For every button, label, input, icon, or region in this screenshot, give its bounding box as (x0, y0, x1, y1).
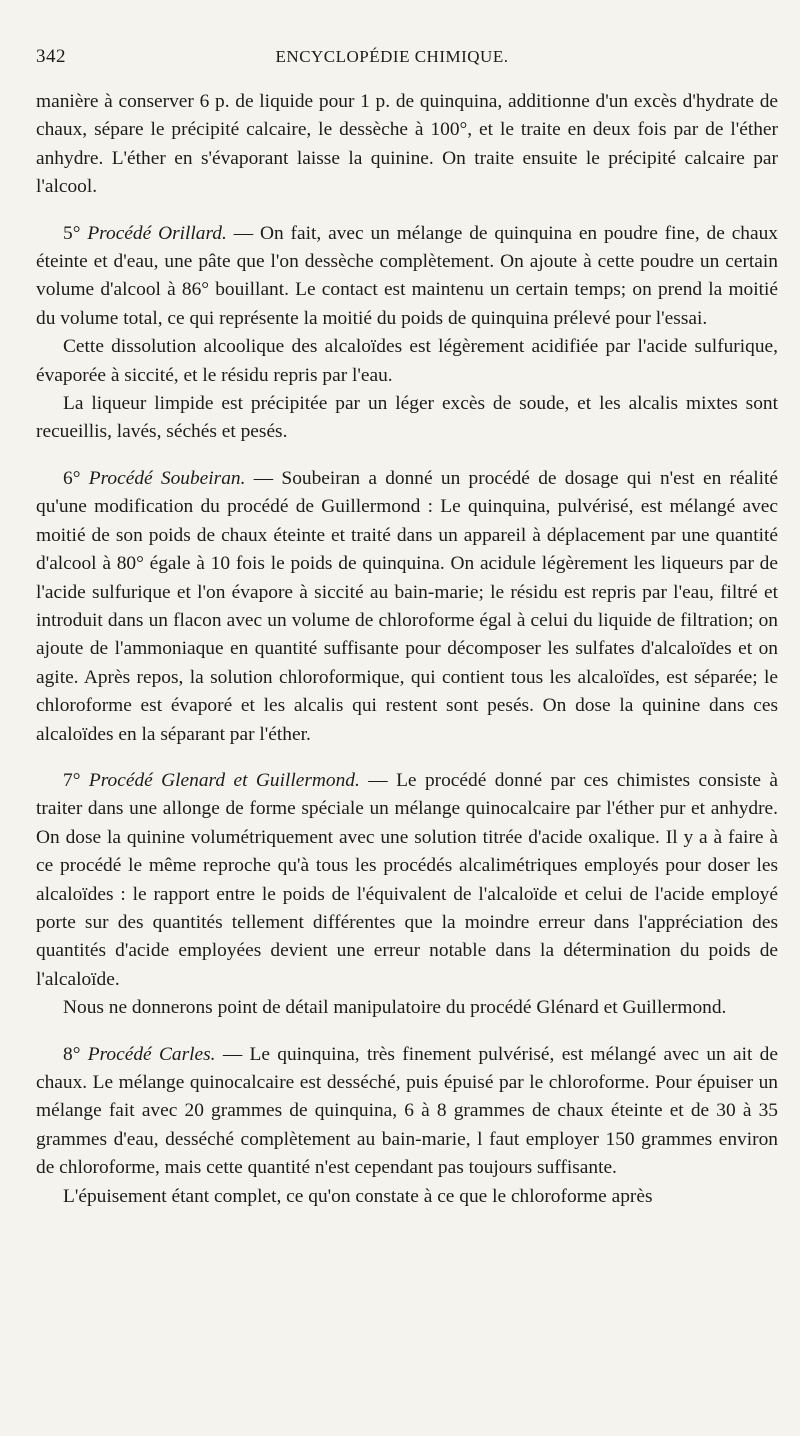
paragraph-text: manière à conserver 6 p. de liquide pour 1 p. de quinquina, additionne d'un excès d'hydrate de chaux, sépare le précipité calcaire, le dessèche à 100°, et le traite en deux fois par de l'éther anhydre. L'éther en s'évaporant laisse la quinine. On traite ensuite le précipité calcaire par l'alcool. (36, 91, 778, 198)
section-heading: Procédé Soubeiran. (88, 467, 246, 489)
paragraph-continuation (36, 88, 778, 202)
section-procede-soubeiran (36, 465, 778, 749)
section-number: 6° (63, 467, 81, 489)
paragraph-text: L'épuisement étant complet, ce qu'on constate à ce que le chloroforme après (63, 1185, 653, 1207)
section-heading: Procédé Carles. (87, 1043, 216, 1065)
paragraph-text: Nous ne donnerons point de détail manipulatoire du procédé Glénard et Guillermond. (63, 997, 727, 1019)
paragraph-text: — Le quinquina, très finement pulvérisé, est mélangé avec un ait de chaux. Le mélange quinocalcaire est desséché, puis épuisé par le chloroforme. Pour épuiser un mélange fait avec 20 grammes de quinquina, 6 à 8 grammes de chaux éteinte et de 30 à 35 grammes d'eau, desséché complètement au bain-marie, l faut employer 150 grammes environ de chloroforme, mais cette quantité n'est cependant pas toujours suffisante. (36, 1043, 778, 1179)
section-heading: Procédé Orillard. (87, 222, 227, 244)
paragraph-text: Cette dissolution alcoolique des alcaloïdes est légèrement acidifiée par l'acide sulfurique, évaporée à siccité, et le résidu repris par l'eau. (36, 336, 778, 386)
section-heading: Procédé Glenard et Guillermond. (88, 769, 360, 791)
body-text (36, 88, 778, 1211)
section-procede-glenard (36, 767, 778, 994)
page-number: 342 (36, 46, 66, 67)
section-procede-orillard (36, 220, 778, 334)
paragraph-text: — Le procédé donné par ces chimistes consiste à traiter dans une allonge de forme spéciale un mélange quinocalcaire par l'éther pur et anhydre. On dose la quinine volumétriquement avec une solution titrée d'acide oxalique. Il y a à faire à ce procédé le même reproche qu'à tous les procédés alcalimétriques employés pour doser les alcaloïdes : le rapport entre le poids de l'équivalent de l'alcaloïde et celui de l'acide employé porte sur des quantités tellement différentes que la moindre erreur dans l'appréciation des quantités d'acide employées devient une erreur notable dans la détermination du poids de l'alcaloïde. (36, 769, 779, 990)
paragraph (36, 390, 778, 447)
section-number: 8° (63, 1043, 81, 1065)
section-number: 5° (63, 222, 81, 244)
section-procede-carles (36, 1041, 778, 1183)
paragraph-text: La liqueur limpide est précipitée par un léger excès de soude, et les alcalis mixtes sont recueillis, lavés, séchés et pesés. (36, 393, 778, 443)
paragraph (36, 1183, 778, 1211)
running-title: ENCYCLOPÉDIE CHIMIQUE. (275, 47, 509, 66)
paragraph-text: — On fait, avec un mélange de quinquina en poudre fine, de chaux éteinte et d'eau, une pâte que l'on dessèche complètement. On ajoute à cette poudre un certain volume d'alcool à 86° bouillant. Le contact est maintenu un certain temps; on prend la moitié du volume total, ce qui représente la moitié du poids de quinquina prélevé pour l'essai. (36, 222, 778, 329)
page-header (36, 46, 778, 76)
section-number: 7° (63, 769, 81, 791)
paragraph-text: — Soubeiran a donné un procédé de dosage qui n'est en réalité qu'une modification du procédé de Guillermond : Le quinquina, pulvérisé, est mélangé avec moitié de son poids de chaux éteinte et traité dans un appareil à déplacement par une quantité d'alcool à 80° égale à 10 fois le poids de quinquina. On acidule légèrement les liqueurs par de l'acide sulfurique et l'on évapore à siccité au bain-marie; le résidu est repris par l'eau, filtré et introduit dans un flacon avec un volume de chloroforme égal à celui du liquide de filtration; on ajoute de l'ammoniaque en quantité suffisante pour décomposer les sulfates d'alcaloïdes et on agite. Après repos, la solution chloroformique, qui contient tous les alcaloïdes, est séparée; le chloroforme est évaporé et les alcalis qui restent sont pesés. On dose la quinine dans ces alcaloïdes en la séparant par l'éther. (36, 467, 778, 745)
paragraph (36, 333, 778, 390)
paragraph (36, 994, 778, 1022)
